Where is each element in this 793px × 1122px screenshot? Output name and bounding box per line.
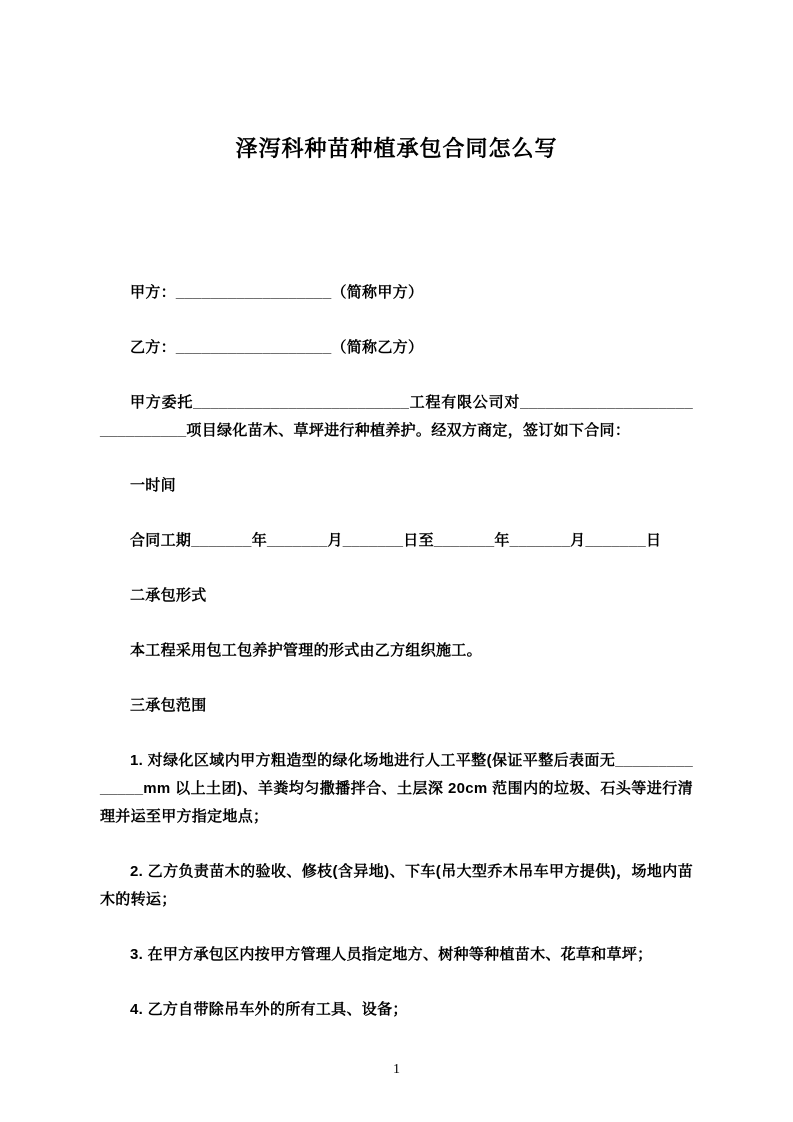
scope-item-4: 4. 乙方自带除吊车外的所有工具、设备； [130, 1001, 408, 1018]
intro-paragraph: 甲方委托_________________________工程有限公司对______________________________项目绿化苗木、草坪进行种植养护。经双方商定，签订如下合同： [100, 394, 693, 439]
section-heading-time: 一时间 [130, 477, 176, 494]
contract-duration-line: 合同工期_______年_______月_______日至_______年_______月_______日 [130, 532, 662, 549]
scope-item-3: 3. 在甲方承包区内按甲方管理人员指定地方、树种等种植苗木、花草和草坪； [130, 946, 653, 963]
scope-item-1: 1. 对绿化区域内甲方粗造型的绿化场地进行人工平整(保证平整后表面无______________mm 以上土团)、羊粪均匀撒播拌合、土层深 20cm 范围内的垃圾、石头等进行清理并运至甲方指定地点； [100, 752, 693, 825]
party-a-line: 甲方：__________________（简称甲方） [130, 284, 424, 301]
document-title: 泽泻科种苗种植承包合同怎么写 [235, 136, 558, 161]
party-b-line: 乙方：__________________（简称乙方） [130, 339, 424, 356]
page-number: 1 [393, 1062, 400, 1077]
contract-form-paragraph: 本工程采用包工包养护管理的形式由乙方组织施工。 [130, 642, 482, 659]
scope-item-2: 2. 乙方负责苗木的验收、修枝(含异地)、下车(吊大型乔木吊车甲方提供)，场地内苗木的转运； [100, 863, 693, 908]
section-heading-scope: 三承包范围 [130, 697, 207, 714]
section-heading-contract-form: 二承包形式 [130, 587, 207, 604]
